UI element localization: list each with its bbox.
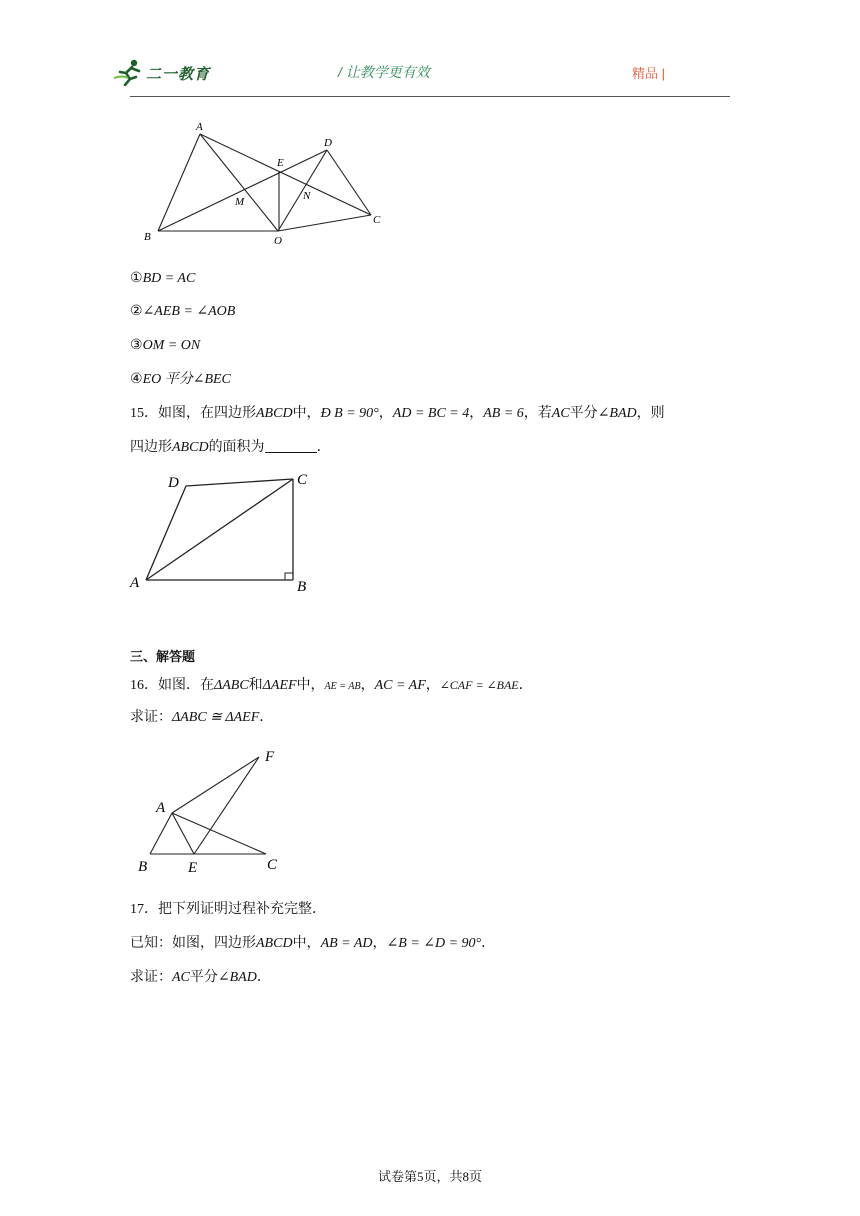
q14-option-2: ②∠AEB = ∠AOB [130,304,236,319]
label-B: B [297,579,307,595]
q17-line-1: 17．把下列证明过程补充完整． [130,902,326,917]
section-title: 三、解答题 [130,649,196,664]
label-C: C [373,214,381,226]
label-N: N [303,190,311,202]
header-slogan: / 让教学更有效 [338,64,430,80]
q14-option-1: ①BD = AC [130,271,196,286]
q17-known: 已知：如图，四边形ABCD中，AB = AD，∠B = ∠D = 90°． [130,936,496,951]
label-A: A [130,575,140,591]
label-D: D [324,137,332,149]
label-C: C [267,857,278,873]
label-E: E [277,157,284,169]
label-C: C [297,472,308,488]
q15-line-2: 四边形ABCD的面积为 ． [130,440,331,455]
label-M: M [235,196,245,208]
label-B: B [138,859,148,875]
figure-q16 [130,742,300,882]
header-badge: 精品 | [632,66,665,81]
label-B: B [144,231,151,243]
figure-q15 [126,466,326,596]
header [0,0,860,100]
header-divider [130,96,730,97]
q15-line-1: 15．如图，在四边形ABCD中，Ð B = 90°，AD = BC = 4，AB = 6，若AC平分∠BAD，则 [130,406,665,421]
answer-blank [265,438,317,453]
q14-option-3: ③OM = ON [130,338,201,353]
q17-prove: 求证：AC平分∠BAD． [130,970,271,985]
q16-prove: 求证：ΔABC ≅ ΔAEF． [130,710,274,725]
label-O: O [274,235,282,247]
label-D: D [168,475,179,491]
logo-text: 二一教育 [146,66,211,83]
label-F: F [265,749,275,765]
page-footer: 试卷第5页，共8页 [377,1169,482,1184]
label-A: A [156,800,166,816]
logo-runner-icon [112,58,146,86]
figure-q14 [140,116,400,252]
q14-option-4: ④EO 平分∠BEC [130,372,231,387]
label-A: A [196,121,203,133]
label-E: E [188,860,198,876]
q16-line-1: 16．如图．在ΔABC和ΔAEF中，AE = AB，AC = AF，∠CAF = ∠BAE． [130,678,533,693]
